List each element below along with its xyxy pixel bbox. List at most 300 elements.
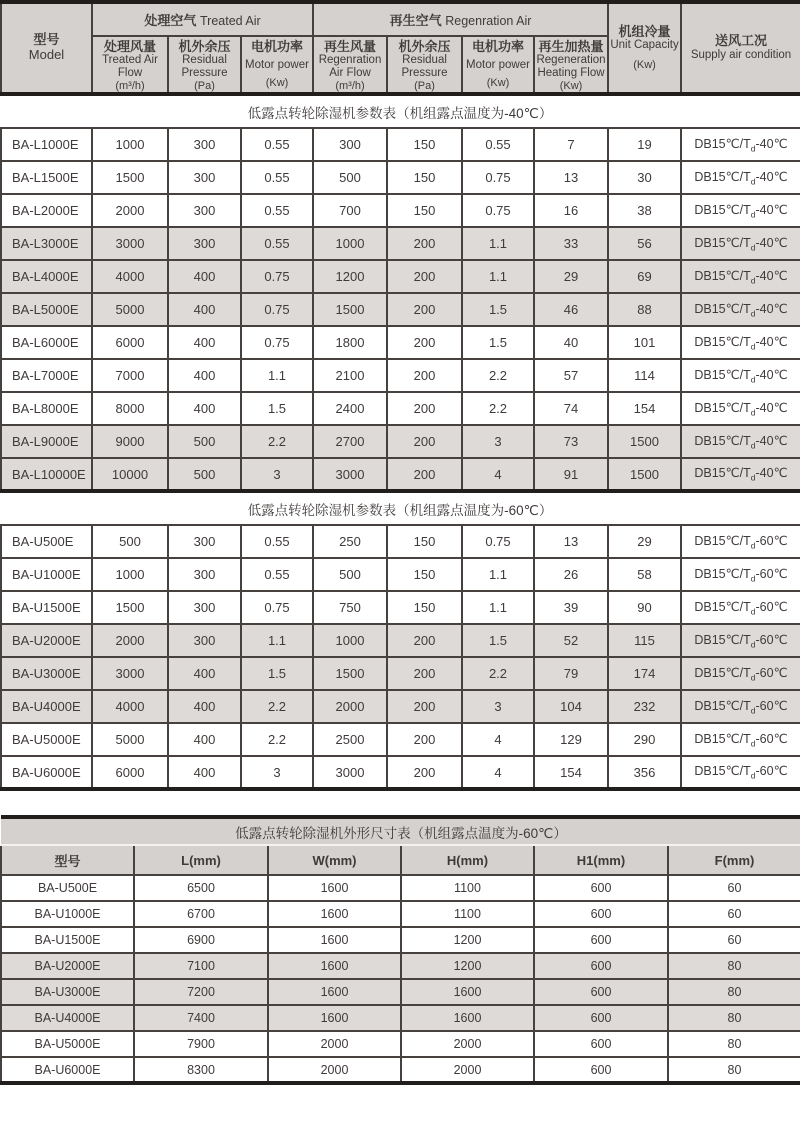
value-cell: 1500 [92,161,168,194]
table-row [1,558,800,591]
value-cell: 150 [387,525,462,558]
value-cell: 150 [387,558,462,591]
value-cell: 1000 [92,558,168,591]
subcolumn-header-treated-pressure: 机外余压 Residual Pressure (Pa) [168,36,241,94]
value-cell: 29 [534,260,608,293]
value-cell: 2000 [92,194,168,227]
model-header-zh: 型号 [33,32,60,48]
value-cell: 2500 [313,723,387,756]
subscript: d [750,407,756,418]
dimension-table [0,815,800,1085]
value-cell: 52 [534,624,608,657]
value-cell: 3000 [92,227,168,260]
subscript: d [750,143,756,154]
value-cell: 115 [608,624,681,657]
dimension-column-header: 型号 [1,845,134,875]
value-cell: 80 [668,1005,800,1031]
value-cell: 8000 [92,392,168,425]
value-cell: 80 [668,1057,800,1083]
value-cell: 1200 [401,953,534,979]
value-cell: 200 [387,392,462,425]
table-row [1,227,800,260]
value-cell: 200 [387,458,462,491]
value-cell: 356 [608,756,681,789]
model-cell: BA-U5000E [1,1031,134,1057]
value-cell: 600 [534,875,668,901]
model-cell: BA-L7000E [1,359,92,392]
value-cell: 600 [534,1031,668,1057]
value-cell: 90 [608,591,681,624]
value-cell: 73 [534,425,608,458]
value-cell: 200 [387,756,462,789]
value-cell: 80 [668,1031,800,1057]
treated-group-zh: 处理空气 [144,12,197,28]
value-cell: 1200 [401,927,534,953]
value-cell: 60 [668,927,800,953]
table-row [1,1031,800,1057]
table-row [1,723,800,756]
value-cell: 7100 [134,953,268,979]
value-cell: 1600 [268,927,401,953]
value-cell: 2.2 [462,359,534,392]
value-cell: 7200 [134,979,268,1005]
supply-condition-column-header: 送风工况 Supply air condition [681,2,800,94]
value-cell: 600 [534,953,668,979]
value-cell: 0.55 [241,227,313,260]
model-cell: BA-U6000E [1,1057,134,1083]
table-row [1,1005,800,1031]
subcolumn-header-regen-motor: 电机功率 Motor power (Kw) [462,36,534,94]
section-title-minus40: 低露点转轮除湿机参数表（机组露点温度为-40℃） [0,96,800,127]
value-cell: 3 [241,756,313,789]
subscript: d [750,440,756,451]
value-cell: 200 [387,657,462,690]
model-cell: BA-U6000E [1,756,92,789]
value-cell: 4000 [92,260,168,293]
value-cell: 114 [608,359,681,392]
value-cell: 400 [168,260,241,293]
value-cell: 2.2 [241,690,313,723]
value-cell: 0.75 [462,194,534,227]
value-cell: 3 [462,690,534,723]
value-cell: 150 [387,194,462,227]
table-row [1,657,800,690]
value-cell: 200 [387,326,462,359]
table-row [1,161,800,194]
value-cell: 2.2 [462,657,534,690]
table-row [1,392,800,425]
value-cell: 1.1 [241,359,313,392]
value-cell: 56 [608,227,681,260]
value-cell: 6500 [134,875,268,901]
model-cell: BA-U4000E [1,690,92,723]
supply-condition-cell: $DB15℃/T_d-40℃$ [681,359,800,392]
value-cell: 400 [168,392,241,425]
subscript: d [750,573,756,584]
table-row [1,690,800,723]
value-cell: 0.55 [241,161,313,194]
value-cell: 200 [387,260,462,293]
value-cell: 10000 [92,458,168,491]
value-cell: 600 [534,1057,668,1083]
supply-condition-cell: $DB15℃/T_d-60℃$ [681,657,800,690]
spec-table-minus60 [0,524,800,791]
model-cell: BA-U4000E [1,1005,134,1031]
value-cell: 101 [608,326,681,359]
value-cell: 1000 [313,227,387,260]
model-cell: BA-U5000E [1,723,92,756]
value-cell: 1500 [313,293,387,326]
value-cell: 1.1 [462,260,534,293]
supply-condition-cell: $DB15℃/T_d-40℃$ [681,326,800,359]
value-cell: 200 [387,359,462,392]
value-cell: 200 [387,690,462,723]
value-cell: 400 [168,756,241,789]
value-cell: 750 [313,591,387,624]
regen-group-en: Regenration Air [445,13,532,28]
subcolumn-header-treated-motor: 电机功率 Motor power (Kw) [241,36,313,94]
value-cell: 60 [668,875,800,901]
value-cell: 300 [168,227,241,260]
unit-capacity-column-header: 机组冷量 Unit Capacity (Kw) [608,2,681,94]
section-title-minus60: 低露点转轮除湿机参数表（机组露点温度为-60℃） [0,493,800,524]
value-cell: 250 [313,525,387,558]
model-cell: BA-U500E [1,525,92,558]
value-cell: 200 [387,425,462,458]
table-row [1,901,800,927]
value-cell: 57 [534,359,608,392]
value-cell: 1.5 [462,624,534,657]
value-cell: 8300 [134,1057,268,1083]
subscript: d [750,770,756,781]
value-cell: 1.5 [462,326,534,359]
value-cell: 300 [168,525,241,558]
model-cell: BA-U1000E [1,558,92,591]
value-cell: 0.75 [462,525,534,558]
model-cell: BA-L1500E [1,161,92,194]
value-cell: 5000 [92,293,168,326]
value-cell: 3 [462,425,534,458]
value-cell: 1000 [92,128,168,161]
value-cell: 300 [168,591,241,624]
table-row [1,359,800,392]
value-cell: 150 [387,161,462,194]
model-cell: BA-L8000E [1,392,92,425]
table-row [1,194,800,227]
table-row [1,979,800,1005]
model-cell: BA-U500E [1,875,134,901]
supply-condition-cell: $DB15℃/T_d-60℃$ [681,624,800,657]
value-cell: 154 [534,756,608,789]
model-cell: BA-U2000E [1,953,134,979]
value-cell: 3000 [92,657,168,690]
subcolumn-header-regen-pressure: 机外余压 Residual Pressure (Pa) [387,36,462,94]
dimension-column-header: F(mm) [668,845,800,875]
supply-condition-cell: $DB15℃/T_d-60℃$ [681,690,800,723]
value-cell: 46 [534,293,608,326]
supply-condition-cell: $DB15℃/T_d-40℃$ [681,128,800,161]
value-cell: 6000 [92,756,168,789]
value-cell: 600 [534,901,668,927]
dimension-table-title: 低露点转轮除湿机外形尺寸表（机组露点温度为-60℃） [1,817,800,845]
value-cell: 700 [313,194,387,227]
value-cell: 33 [534,227,608,260]
value-cell: 7400 [134,1005,268,1031]
value-cell: 2700 [313,425,387,458]
value-cell: 38 [608,194,681,227]
value-cell: 0.75 [462,161,534,194]
value-cell: 2100 [313,359,387,392]
model-column-header [1,2,92,94]
value-cell: 1.1 [241,624,313,657]
spacer [0,791,800,815]
value-cell: 200 [387,624,462,657]
value-cell: 58 [608,558,681,591]
value-cell: 60 [668,901,800,927]
value-cell: 39 [534,591,608,624]
value-cell: 290 [608,723,681,756]
value-cell: 13 [534,525,608,558]
value-cell: 6700 [134,901,268,927]
spec-header-table [0,0,800,96]
value-cell: 1600 [268,979,401,1005]
model-cell: BA-L1000E [1,128,92,161]
value-cell: 500 [92,525,168,558]
value-cell: 174 [608,657,681,690]
value-cell: 1.5 [462,293,534,326]
value-cell: 2.2 [241,425,313,458]
value-cell: 500 [313,558,387,591]
table-row [1,260,800,293]
value-cell: 104 [534,690,608,723]
supply-condition-cell: $DB15℃/T_d-40℃$ [681,260,800,293]
value-cell: 0.55 [241,194,313,227]
value-cell: 3000 [313,756,387,789]
regen-group-zh: 再生空气 [389,12,442,28]
treated-group-en: Treated Air [199,13,261,28]
treated-air-group-header [92,2,313,36]
value-cell: 69 [608,260,681,293]
supply-condition-cell: $DB15℃/T_d-40℃$ [681,227,800,260]
value-cell: 1.1 [462,558,534,591]
value-cell: 300 [168,624,241,657]
value-cell: 4 [462,723,534,756]
value-cell: 88 [608,293,681,326]
value-cell: 2400 [313,392,387,425]
model-cell: BA-U1500E [1,591,92,624]
value-cell: 1000 [313,624,387,657]
value-cell: 200 [387,227,462,260]
value-cell: 1600 [401,1005,534,1031]
subscript: d [750,308,756,319]
value-cell: 300 [313,128,387,161]
model-cell: BA-U1000E [1,901,134,927]
table-row [1,458,800,491]
value-cell: 74 [534,392,608,425]
subscript: d [750,639,756,650]
value-cell: 1600 [268,1005,401,1031]
model-cell: BA-U3000E [1,657,92,690]
subscript: d [750,672,756,683]
value-cell: 1100 [401,901,534,927]
subscript: d [750,176,756,187]
value-cell: 400 [168,293,241,326]
value-cell: 91 [534,458,608,491]
value-cell: 0.55 [241,128,313,161]
value-cell: 2000 [92,624,168,657]
supply-condition-cell: $DB15℃/T_d-60℃$ [681,525,800,558]
value-cell: 300 [168,161,241,194]
value-cell: 1.5 [241,657,313,690]
value-cell: 13 [534,161,608,194]
value-cell: 0.55 [462,128,534,161]
value-cell: 4 [462,756,534,789]
value-cell: 9000 [92,425,168,458]
supply-condition-cell: $DB15℃/T_d-60℃$ [681,558,800,591]
value-cell: 3 [241,458,313,491]
value-cell: 19 [608,128,681,161]
table-row [1,525,800,558]
model-cell: BA-U3000E [1,979,134,1005]
value-cell: 0.75 [241,326,313,359]
value-cell: 79 [534,657,608,690]
value-cell: 2000 [268,1057,401,1083]
table-row [1,591,800,624]
value-cell: 1.1 [462,227,534,260]
value-cell: 1500 [608,458,681,491]
table-row [1,1057,800,1083]
table-row [1,756,800,789]
value-cell: 400 [168,723,241,756]
model-cell: BA-L10000E [1,458,92,491]
table-row [1,128,800,161]
dimension-column-header: H1(mm) [534,845,668,875]
supply-condition-cell: $DB15℃/T_d-40℃$ [681,392,800,425]
model-cell: BA-L4000E [1,260,92,293]
value-cell: 600 [534,1005,668,1031]
subcolumn-header-treated-flow: 处理风量 Treated Air Flow (m³/h) [92,36,168,94]
value-cell: 400 [168,657,241,690]
value-cell: 150 [387,591,462,624]
value-cell: 29 [608,525,681,558]
value-cell: 400 [168,326,241,359]
subscript: d [750,374,756,385]
value-cell: 500 [313,161,387,194]
table-row [1,326,800,359]
value-cell: 7000 [92,359,168,392]
table-row [1,293,800,326]
value-cell: 500 [168,425,241,458]
value-cell: 1500 [608,425,681,458]
value-cell: 232 [608,690,681,723]
value-cell: 1100 [401,875,534,901]
dimension-column-header: L(mm) [134,845,268,875]
value-cell: 7 [534,128,608,161]
value-cell: 400 [168,359,241,392]
value-cell: 200 [387,723,462,756]
supply-condition-cell: $DB15℃/T_d-40℃$ [681,458,800,491]
value-cell: 129 [534,723,608,756]
value-cell: 2000 [401,1057,534,1083]
value-cell: 1500 [313,657,387,690]
model-cell: BA-L3000E [1,227,92,260]
value-cell: 150 [387,128,462,161]
value-cell: 300 [168,558,241,591]
value-cell: 1200 [313,260,387,293]
subscript: d [750,209,756,220]
model-cell: BA-L5000E [1,293,92,326]
supply-condition-cell: $DB15℃/T_d-40℃$ [681,194,800,227]
model-cell: BA-L2000E [1,194,92,227]
value-cell: 1600 [268,953,401,979]
subscript: d [750,606,756,617]
subscript: d [750,275,756,286]
value-cell: 80 [668,979,800,1005]
value-cell: 40 [534,326,608,359]
value-cell: 300 [168,194,241,227]
value-cell: 200 [387,293,462,326]
regeneration-air-group-header [313,2,608,36]
value-cell: 16 [534,194,608,227]
value-cell: 0.55 [241,558,313,591]
value-cell: 4 [462,458,534,491]
value-cell: 1.5 [241,392,313,425]
value-cell: 400 [168,690,241,723]
value-cell: 1800 [313,326,387,359]
value-cell: 600 [534,979,668,1005]
subcolumn-header-regen-flow: 再生风量 Regenration Air Flow (m³/h) [313,36,387,94]
dimension-column-header: W(mm) [268,845,401,875]
value-cell: 2000 [313,690,387,723]
value-cell: 154 [608,392,681,425]
value-cell: 0.55 [241,525,313,558]
value-cell: 5000 [92,723,168,756]
value-cell: 3000 [313,458,387,491]
subscript: d [750,472,756,483]
value-cell: 80 [668,953,800,979]
model-cell: BA-U1500E [1,927,134,953]
subcolumn-header-regen-heating: 再生加热量 Regeneration Heating Flow (Kw) [534,36,608,94]
value-cell: 1600 [268,901,401,927]
value-cell: 6900 [134,927,268,953]
subscript: d [750,242,756,253]
table-row [1,953,800,979]
supply-condition-cell: $DB15℃/T_d-60℃$ [681,756,800,789]
dimension-column-header: H(mm) [401,845,534,875]
value-cell: 2000 [268,1031,401,1057]
table-row [1,927,800,953]
model-cell: BA-U2000E [1,624,92,657]
supply-condition-cell: $DB15℃/T_d-40℃$ [681,425,800,458]
value-cell: 4000 [92,690,168,723]
table-row [1,875,800,901]
model-cell: BA-L6000E [1,326,92,359]
table-row [1,425,800,458]
supply-condition-cell: $DB15℃/T_d-40℃$ [681,161,800,194]
value-cell: 1600 [401,979,534,1005]
value-cell: 30 [608,161,681,194]
value-cell: 600 [534,927,668,953]
value-cell: 2000 [401,1031,534,1057]
value-cell: 6000 [92,326,168,359]
subscript: d [750,705,756,716]
value-cell: 1.1 [462,591,534,624]
value-cell: 1500 [92,591,168,624]
value-cell: 0.75 [241,260,313,293]
subscript: d [750,341,756,352]
supply-condition-cell: $DB15℃/T_d-60℃$ [681,723,800,756]
value-cell: 0.75 [241,293,313,326]
